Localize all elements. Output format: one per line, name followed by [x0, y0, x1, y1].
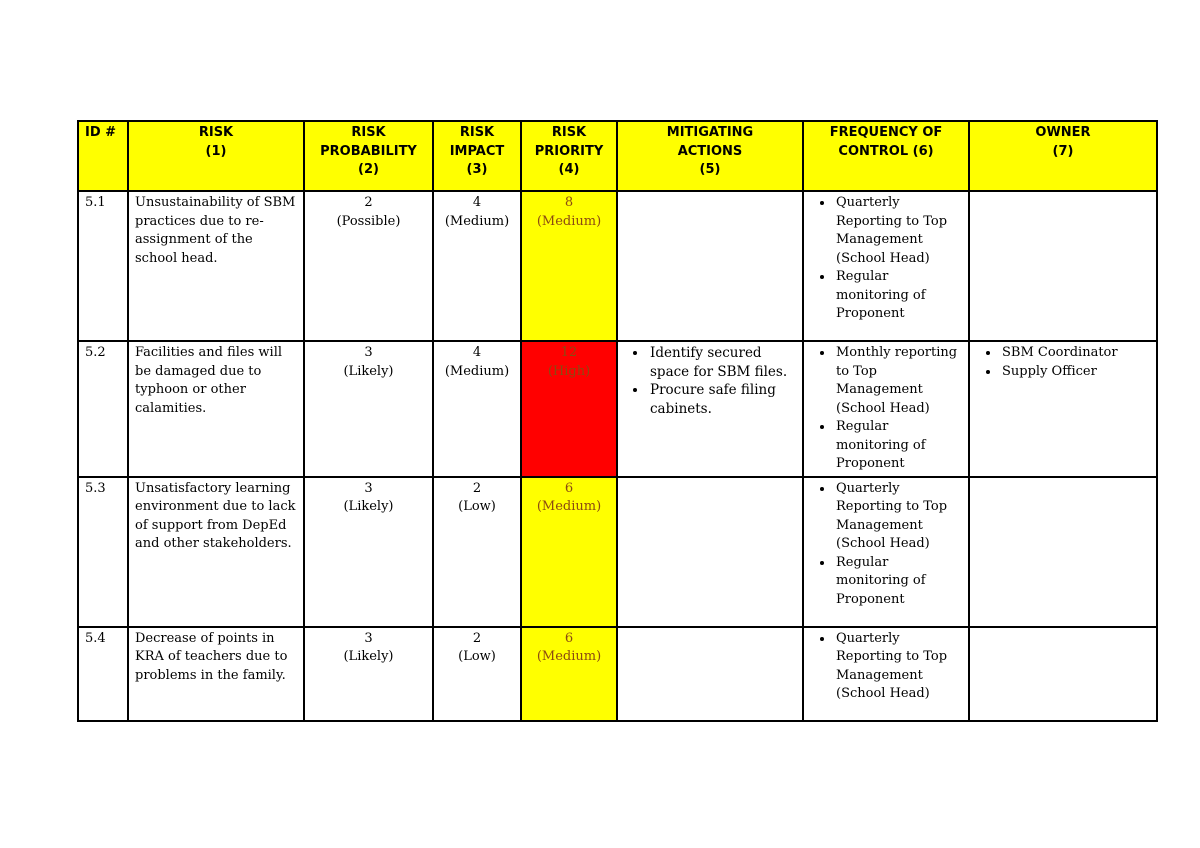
header-frequency: FREQUENCY OF CONTROL (6)	[803, 121, 969, 191]
cell-probability: 3 (Likely)	[304, 341, 433, 477]
list-item: • Identify secured space for SBM files.	[648, 344, 796, 381]
header-risk: RISK (1)	[128, 121, 304, 191]
cell-impact: 2 (Low)	[433, 477, 521, 627]
header-mitigating: MITIGATING ACTIONS (5)	[617, 121, 803, 191]
cell-id: 5.1	[78, 191, 128, 341]
table-row	[78, 341, 1157, 477]
header-row	[78, 121, 1157, 191]
cell-priority: 6 (Medium)	[521, 477, 617, 627]
list-item: • Supply Officer	[1000, 363, 1150, 382]
cell-risk: Facilities and files will be damaged due to typhoon or other calamities.	[128, 341, 304, 477]
cell-owner	[969, 191, 1157, 341]
list-item: • Regular monitoring of Proponent	[834, 554, 962, 610]
cell-probability: 2 (Possible)	[304, 191, 433, 341]
header-probability: RISK PROBABILITY (2)	[304, 121, 433, 191]
cell-priority: 12 (High)	[521, 341, 617, 477]
cell-mitigating	[617, 191, 803, 341]
list-item: • Regular monitoring of Proponent	[834, 418, 962, 474]
cell-id: 5.2	[78, 341, 128, 477]
list-item: • Procure safe filing cabinets.	[648, 381, 796, 418]
cell-frequency	[803, 341, 969, 477]
cell-mitigating	[617, 341, 803, 477]
cell-probability: 3 (Likely)	[304, 477, 433, 627]
list-item: • Quarterly Reporting to Top Management (School Head)	[834, 630, 962, 704]
cell-impact: 2 (Low)	[433, 627, 521, 721]
cell-owner	[969, 477, 1157, 627]
cell-impact: 4 (Medium)	[433, 341, 521, 477]
cell-risk: Unsatisfactory learning environment due to lack of support from DepEd and other stakeholders.	[128, 477, 304, 627]
header-impact: RISK IMPACT (3)	[433, 121, 521, 191]
cell-id: 5.4	[78, 627, 128, 721]
cell-probability: 3 (Likely)	[304, 627, 433, 721]
cell-mitigating	[617, 627, 803, 721]
cell-mitigating	[617, 477, 803, 627]
cell-priority: 6 (Medium)	[521, 627, 617, 721]
cell-risk: Unsustainability of SBM practices due to re-assignment of the school head.	[128, 191, 304, 341]
table-row	[78, 191, 1157, 341]
cell-priority: 8 (Medium)	[521, 191, 617, 341]
cell-id: 5.3	[78, 477, 128, 627]
cell-owner	[969, 341, 1157, 477]
list-item: • Quarterly Reporting to Top Management (School Head)	[834, 194, 962, 268]
header-owner: OWNER (7)	[969, 121, 1157, 191]
list-item: • Regular monitoring of Proponent	[834, 268, 962, 324]
cell-frequency	[803, 477, 969, 627]
list-item: • Quarterly Reporting to Top Management (School Head)	[834, 480, 962, 554]
list-item: • Monthly reporting to Top Management (School Head)	[834, 344, 962, 418]
list-item: • SBM Coordinator	[1000, 344, 1150, 363]
cell-impact: 4 (Medium)	[433, 191, 521, 341]
cell-owner	[969, 627, 1157, 721]
header-id: ID #	[78, 121, 128, 191]
cell-risk: Decrease of points in KRA of teachers due to problems in the family.	[128, 627, 304, 721]
table-row	[78, 627, 1157, 721]
header-priority: RISK PRIORITY (4)	[521, 121, 617, 191]
cell-frequency	[803, 191, 969, 341]
table-row	[78, 477, 1157, 627]
cell-frequency	[803, 627, 969, 721]
risk-register-table	[77, 120, 1158, 722]
